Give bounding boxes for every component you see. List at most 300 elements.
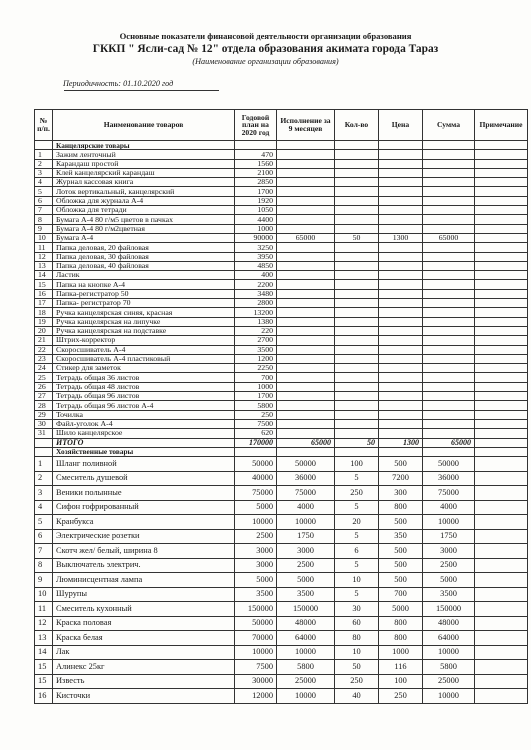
cell-note (475, 168, 528, 177)
table-row (35, 289, 528, 298)
cell-price: 1000 (379, 645, 423, 660)
total-sum: 65000 (423, 438, 475, 447)
cell-exec: 10000 (277, 645, 335, 660)
total-qty: 50 (335, 438, 379, 447)
cell-plan: 4850 (235, 261, 277, 270)
cell-no: 5 (35, 187, 53, 196)
cell-plan: 5000 (235, 500, 277, 515)
cell-qty (335, 410, 379, 419)
report-title: Основные показатели финансовой деятельности организации образования (119, 31, 412, 41)
table-row (35, 674, 528, 689)
cell-qty (335, 178, 379, 187)
cell-plan: 2850 (235, 178, 277, 187)
cell-plan: 50000 (235, 457, 277, 472)
cell-sum: 4000 (423, 500, 475, 515)
cell-name: Тетрадь общая 36 листов (53, 373, 235, 382)
cell-note (475, 373, 528, 382)
cell-price: 500 (379, 515, 423, 530)
cell-note (475, 206, 528, 215)
cell-note (475, 317, 528, 326)
cell-price (379, 382, 423, 391)
cell-qty (335, 252, 379, 261)
cell-exec (277, 299, 335, 308)
cell-no: 8 (35, 215, 53, 224)
cell-no: 31 (35, 429, 53, 438)
col-header-exec: Исполнение за 9 месяцев (277, 110, 335, 141)
cell-note (475, 457, 528, 472)
cell-sum: 50000 (423, 457, 475, 472)
table-row (35, 354, 528, 363)
cell-exec: 3000 (277, 544, 335, 559)
cell-qty (335, 382, 379, 391)
cell-qty: 40 (335, 689, 379, 704)
cell-note (475, 187, 528, 196)
cell-plan: 12000 (235, 689, 277, 704)
organization-name: ГККП " Ясли-сад № 12" отдела образования акимата города Тараз (92, 43, 439, 55)
cell-no: 1 (35, 457, 53, 472)
cell-no: 11 (35, 602, 53, 617)
cell-sum (423, 382, 475, 391)
cell-plan: 620 (235, 429, 277, 438)
cell-no: 4 (35, 178, 53, 187)
cell-note (475, 261, 528, 270)
cell-no: 21 (35, 336, 53, 345)
cell-empty (235, 141, 277, 150)
cell-exec (277, 215, 335, 224)
cell-sum (423, 159, 475, 168)
cell-qty (335, 308, 379, 317)
cell-note (475, 392, 528, 401)
cell-plan: 400 (235, 271, 277, 280)
table-row (35, 515, 528, 530)
cell-plan: 2800 (235, 299, 277, 308)
cell-price (379, 206, 423, 215)
cell-no: 14 (35, 271, 53, 280)
cell-name: Лак (53, 645, 235, 660)
cell-exec: 36000 (277, 471, 335, 486)
cell-note (475, 529, 528, 544)
cell-exec (277, 326, 335, 335)
cell-plan: 1050 (235, 206, 277, 215)
cell-price (379, 354, 423, 363)
cell-empty (335, 141, 379, 150)
cell-price: 500 (379, 558, 423, 573)
table-row (35, 645, 528, 660)
cell-name: Папка деловая, 40 файловая (53, 261, 235, 270)
total-label: ИТОГО (53, 438, 235, 447)
cell-sum: 3500 (423, 587, 475, 602)
cell-note (475, 336, 528, 345)
period-underline (64, 90, 219, 91)
cell-name: Обложка для журнала А-4 (53, 196, 235, 205)
cell-price: 5000 (379, 602, 423, 617)
cell-name: Шило канцелярское (53, 429, 235, 438)
cell-price (379, 187, 423, 196)
cell-qty: 10 (335, 645, 379, 660)
cell-price (379, 178, 423, 187)
cell-name: Лоток вертикальный, канцелярский (53, 187, 235, 196)
cell-note (475, 289, 528, 298)
table-row (35, 196, 528, 205)
cell-qty (335, 280, 379, 289)
cell-exec: 25000 (277, 674, 335, 689)
cell-note (475, 500, 528, 515)
cell-note (475, 471, 528, 486)
cell-exec (277, 178, 335, 187)
cell-name: Зажим ленточный (53, 150, 235, 159)
cell-empty (475, 447, 528, 456)
cell-name: Файл-уголок А-4 (53, 419, 235, 428)
cell-empty (235, 447, 277, 456)
cell-plan: 30000 (235, 674, 277, 689)
cell-note (475, 233, 528, 242)
cell-sum (423, 326, 475, 335)
cell-sum: 1750 (423, 529, 475, 544)
cell-exec: 10000 (277, 689, 335, 704)
cell-name: Штрих-корректор (53, 336, 235, 345)
cell-note (475, 159, 528, 168)
table-row (35, 471, 528, 486)
cell-sum (423, 336, 475, 345)
cell-price (379, 289, 423, 298)
cell-no: 16 (35, 689, 53, 704)
cell-price: 700 (379, 587, 423, 602)
cell-plan: 2250 (235, 364, 277, 373)
cell-sum (423, 215, 475, 224)
cell-price (379, 419, 423, 428)
cell-exec (277, 317, 335, 326)
cell-plan: 220 (235, 326, 277, 335)
cell-qty (335, 336, 379, 345)
cell-price (379, 429, 423, 438)
cell-no: 19 (35, 317, 53, 326)
cell-no: 3 (35, 168, 53, 177)
cell-sum (423, 429, 475, 438)
cell-plan: 470 (235, 150, 277, 159)
cell-exec (277, 308, 335, 317)
cell-price: 300 (379, 486, 423, 501)
cell-qty (335, 289, 379, 298)
table-row (35, 558, 528, 573)
cell-exec (277, 289, 335, 298)
cell-name: Журнал кассовая книга (53, 178, 235, 187)
cell-qty (335, 150, 379, 159)
section-header-office (35, 141, 528, 150)
cell-no (35, 438, 53, 447)
table-row (35, 280, 528, 289)
cell-no: 16 (35, 289, 53, 298)
col-header-price: Цена (379, 110, 423, 141)
cell-name: Электрические розетки (53, 529, 235, 544)
cell-sum (423, 178, 475, 187)
cell-exec: 50000 (277, 457, 335, 472)
table-row (35, 486, 528, 501)
cell-qty (335, 271, 379, 280)
cell-exec (277, 159, 335, 168)
cell-empty (335, 447, 379, 456)
cell-sum: 10000 (423, 515, 475, 530)
cell-qty (335, 243, 379, 252)
cell-exec (277, 271, 335, 280)
cell-sum: 5800 (423, 660, 475, 675)
cell-note (475, 429, 528, 438)
cell-qty: 80 (335, 631, 379, 646)
cell-qty: 100 (335, 457, 379, 472)
cell-price: 116 (379, 660, 423, 675)
cell-sum (423, 150, 475, 159)
cell-no: 11 (35, 243, 53, 252)
cell-note (475, 419, 528, 428)
cell-exec (277, 345, 335, 354)
cell-plan: 40000 (235, 471, 277, 486)
cell-note (475, 215, 528, 224)
cell-sum: 5000 (423, 573, 475, 588)
cell-exec (277, 206, 335, 215)
cell-qty (335, 187, 379, 196)
cell-plan: 70000 (235, 631, 277, 646)
col-header-no: № п/п. (35, 110, 53, 141)
cell-plan: 3500 (235, 345, 277, 354)
table-row (35, 215, 528, 224)
cell-plan: 250 (235, 410, 277, 419)
cell-empty (423, 141, 475, 150)
cell-exec: 1750 (277, 529, 335, 544)
table-row (35, 382, 528, 391)
cell-sum: 65000 (423, 233, 475, 242)
section-title: Канцелярские товары (53, 141, 235, 150)
table-row (35, 602, 528, 617)
cell-exec: 5800 (277, 660, 335, 675)
cell-price (379, 252, 423, 261)
table-row (35, 689, 528, 704)
cell-note (475, 438, 528, 447)
cell-sum: 64000 (423, 631, 475, 646)
period-label: Периодичность: 01.10.2020 год (63, 79, 174, 88)
cell-price: 250 (379, 689, 423, 704)
col-header-note: Примечание (475, 110, 528, 141)
table-row (35, 392, 528, 401)
cell-exec: 2500 (277, 558, 335, 573)
table-row (35, 401, 528, 410)
cell-no: 9 (35, 224, 53, 233)
cell-exec (277, 373, 335, 382)
table-row (35, 308, 528, 317)
cell-exec (277, 392, 335, 401)
cell-sum (423, 419, 475, 428)
cell-price: 7200 (379, 471, 423, 486)
cell-name: Бумага А-4 80 г/м2цветная (53, 224, 235, 233)
cell-price (379, 159, 423, 168)
cell-plan: 2200 (235, 280, 277, 289)
cell-plan: 2700 (235, 336, 277, 345)
cell-exec: 65000 (277, 233, 335, 242)
cell-price (379, 336, 423, 345)
cell-no: 22 (35, 345, 53, 354)
table-header-row (35, 110, 528, 141)
cell-name: Скоросшиватель А-4 пластиковый (53, 354, 235, 363)
table-row (35, 345, 528, 354)
cell-no: 12 (35, 252, 53, 261)
cell-qty: 5 (335, 558, 379, 573)
cell-note (475, 631, 528, 646)
cell-qty (335, 364, 379, 373)
cell-price: 350 (379, 529, 423, 544)
cell-sum (423, 206, 475, 215)
cell-plan: 3950 (235, 252, 277, 261)
cell-exec (277, 224, 335, 233)
cell-plan: 10000 (235, 645, 277, 660)
cell-name: Шурупы (53, 587, 235, 602)
cell-plan: 90000 (235, 233, 277, 242)
cell-exec (277, 429, 335, 438)
cell-note (475, 410, 528, 419)
table-row (35, 631, 528, 646)
table-row (35, 364, 528, 373)
cell-exec (277, 410, 335, 419)
cell-plan: 13200 (235, 308, 277, 317)
cell-empty (379, 447, 423, 456)
cell-plan: 1560 (235, 159, 277, 168)
cell-qty (335, 429, 379, 438)
cell-no: 9 (35, 573, 53, 588)
cell-price (379, 261, 423, 270)
cell-price (379, 280, 423, 289)
cell-name: Тетрадь общая 96 листов А-4 (53, 401, 235, 410)
cell-plan: 75000 (235, 486, 277, 501)
cell-qty (335, 168, 379, 177)
cell-exec: 64000 (277, 631, 335, 646)
cell-name: Ручка канцелярская на липучке (53, 317, 235, 326)
cell-qty: 6 (335, 544, 379, 559)
cell-plan: 5000 (235, 573, 277, 588)
cell-exec: 150000 (277, 602, 335, 617)
cell-name: Люминисцентная лампа (53, 573, 235, 588)
cell-plan: 3250 (235, 243, 277, 252)
cell-qty (335, 354, 379, 363)
cell-exec (277, 336, 335, 345)
cell-price (379, 364, 423, 373)
cell-exec (277, 187, 335, 196)
cell-sum (423, 317, 475, 326)
cell-no: 2 (35, 159, 53, 168)
cell-note (475, 354, 528, 363)
cell-exec: 48000 (277, 616, 335, 631)
cell-price (379, 373, 423, 382)
cell-note (475, 689, 528, 704)
cell-name: Кисточки (53, 689, 235, 704)
cell-price: 800 (379, 500, 423, 515)
organization-caption: (Наименование организации образования) (192, 57, 339, 66)
cell-note (475, 486, 528, 501)
cell-exec (277, 354, 335, 363)
table-row (35, 178, 528, 187)
cell-qty (335, 299, 379, 308)
cell-price (379, 392, 423, 401)
cell-no: 13 (35, 261, 53, 270)
cell-exec (277, 364, 335, 373)
cell-price: 500 (379, 544, 423, 559)
cell-sum: 3000 (423, 544, 475, 559)
cell-qty (335, 224, 379, 233)
table-row (35, 529, 528, 544)
cell-exec (277, 401, 335, 410)
cell-name: Краска белая (53, 631, 235, 646)
cell-qty: 60 (335, 616, 379, 631)
cell-sum (423, 252, 475, 261)
cell-name: Ластик (53, 271, 235, 280)
cell-exec: 3500 (277, 587, 335, 602)
cell-sum (423, 354, 475, 363)
cell-sum (423, 280, 475, 289)
cell-sum (423, 345, 475, 354)
cell-name: Клей канцелярский карандаш (53, 168, 235, 177)
cell-qty: 5 (335, 587, 379, 602)
cell-name: Папка на кнопке А-4 (53, 280, 235, 289)
cell-note (475, 252, 528, 261)
cell-price (379, 196, 423, 205)
cell-price: 500 (379, 457, 423, 472)
table-row (35, 419, 528, 428)
cell-qty (335, 419, 379, 428)
cell-no: 1 (35, 150, 53, 159)
table-row (35, 233, 528, 242)
cell-qty: 20 (335, 515, 379, 530)
cell-note (475, 660, 528, 675)
table-row (35, 410, 528, 419)
cell-note (475, 573, 528, 588)
cell-plan: 1700 (235, 187, 277, 196)
cell-qty: 250 (335, 674, 379, 689)
cell-no: 15 (35, 674, 53, 689)
cell-qty (335, 159, 379, 168)
table-row (35, 261, 528, 270)
cell-qty (335, 326, 379, 335)
cell-qty (335, 401, 379, 410)
cell-price (379, 326, 423, 335)
cell-note (475, 645, 528, 660)
cell-name: Тетрадь общая 96 листов (53, 392, 235, 401)
cell-plan: 2100 (235, 168, 277, 177)
cell-note (475, 558, 528, 573)
cell-note (475, 224, 528, 233)
cell-name: Ручка канцелярская на подставке (53, 326, 235, 335)
table-row (35, 271, 528, 280)
table-row (35, 243, 528, 252)
table-row (35, 150, 528, 159)
cell-no: 26 (35, 382, 53, 391)
cell-plan: 7500 (235, 419, 277, 428)
cell-exec (277, 196, 335, 205)
cell-plan: 7500 (235, 660, 277, 675)
cell-qty: 5 (335, 529, 379, 544)
table-row (35, 159, 528, 168)
cell-exec (277, 419, 335, 428)
cell-name: Веники полынные (53, 486, 235, 501)
cell-name: Папка деловая, 20 файловая (53, 243, 235, 252)
cell-exec (277, 382, 335, 391)
cell-name: Известь (53, 674, 235, 689)
cell-qty (335, 215, 379, 224)
cell-note (475, 515, 528, 530)
cell-sum (423, 364, 475, 373)
cell-no (35, 141, 53, 150)
table-row (35, 326, 528, 335)
cell-note (475, 299, 528, 308)
table-row (35, 616, 528, 631)
cell-exec: 4000 (277, 500, 335, 515)
cell-sum: 10000 (423, 689, 475, 704)
cell-name: Обложка для тетради (53, 206, 235, 215)
